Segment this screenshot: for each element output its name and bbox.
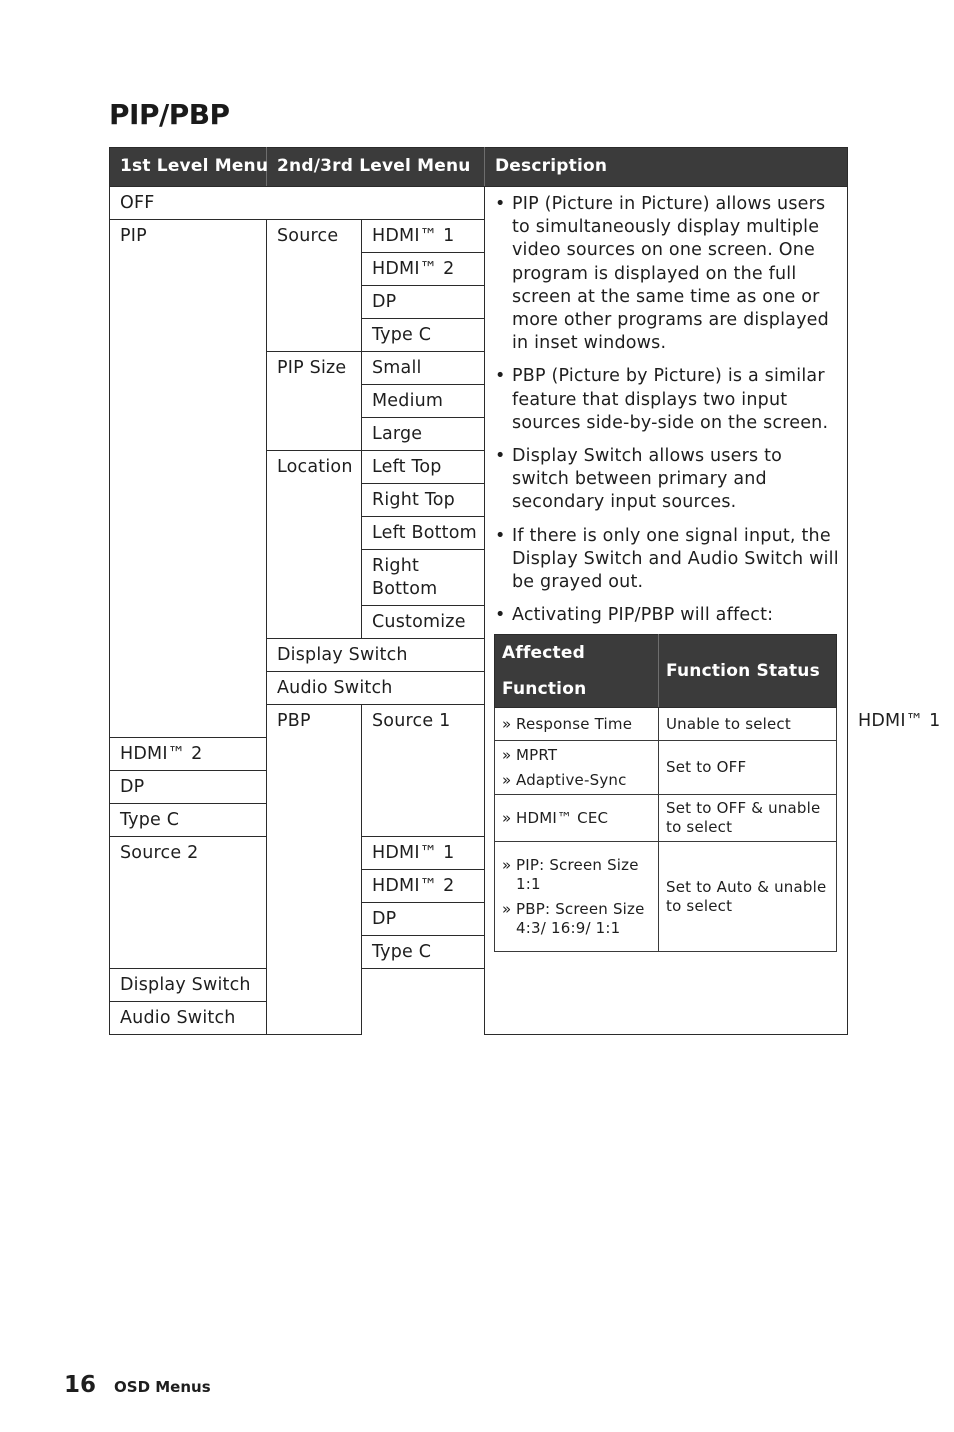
affected-function-item: » PBP: Screen Size 4:3/ 16:9/ 1:1 [502, 900, 651, 938]
option-small: Small [362, 352, 485, 385]
header-1st-level: 1st Level Menu [110, 148, 267, 187]
page-title: PIP/PBP [109, 98, 230, 131]
option-large: Large [362, 418, 485, 451]
submenu-pip-size: PIP Size [267, 352, 362, 451]
menu-item-off: OFF [110, 187, 485, 220]
option-hdmi-1: HDMI™ 1 [362, 837, 485, 870]
table-row [495, 795, 837, 842]
header-description: Description [485, 148, 848, 187]
page-footer [64, 1372, 211, 1398]
menu-item-pip: PIP [110, 220, 267, 738]
affected-function-cell [495, 741, 659, 795]
bullet-item: • If there is only one signal input, the Display Switch and Audio Switch will be grayed out. [493, 525, 839, 595]
submenu-pip-display-switch: Display Switch [267, 639, 485, 672]
affected-function-item: » HDMI™ CEC [502, 809, 651, 828]
option-type-c: Type C [110, 804, 267, 837]
option-left-bottom: Left Bottom [362, 517, 485, 550]
submenu-pip-audio-switch: Audio Switch [267, 672, 485, 705]
option-type-c: Type C [362, 936, 485, 969]
submenu-pbp-source-2: Source 2 [110, 837, 267, 969]
option-medium: Medium [362, 385, 485, 418]
option-dp: DP [110, 771, 267, 804]
affected-function-item: » PIP: Screen Size 1:1 [502, 856, 651, 894]
affected-function-item: » MPRT [502, 746, 651, 765]
option-dp: DP [362, 286, 485, 319]
table-row [495, 708, 837, 741]
option-dp: DP [362, 903, 485, 936]
bullet-item: • PIP (Picture in Picture) allows users to simultaneously display multiple video sources on one screen. One program is displayed on the full screen at the same time as one or more other programs are displayed in inset windows. [493, 193, 839, 355]
option-right-top: Right Top [362, 484, 485, 517]
option-type-c: Type C [362, 319, 485, 352]
description-bullets [493, 193, 839, 627]
affected-function-cell [495, 842, 659, 952]
affected-header-row [495, 635, 837, 708]
function-status-cell: Unable to select [659, 708, 837, 741]
option-left-top: Left Top [362, 451, 485, 484]
function-status-cell: Set to OFF & unable to select [659, 795, 837, 842]
bullet-item: • Display Switch allows users to switch between primary and secondary input sources. [493, 445, 839, 515]
section-name: OSD Menus [114, 1378, 211, 1396]
option-hdmi-2: HDMI™ 2 [110, 738, 267, 771]
option-right-bottom: Right Bottom [362, 550, 485, 606]
affected-function-cell [495, 708, 659, 741]
table-header-row [110, 148, 848, 187]
submenu-pip-source: Source [267, 220, 362, 352]
option-hdmi-2: HDMI™ 2 [362, 870, 485, 903]
table-row [495, 741, 837, 795]
submenu-pbp-source-1: Source 1 [362, 705, 485, 837]
function-status-cell: Set to Auto & unable to select [659, 842, 837, 952]
affected-function-item: » Adaptive-Sync [502, 771, 651, 790]
page-number: 16 [64, 1372, 97, 1398]
table-row: PBP Source 1 HDMI™ 1 [110, 705, 848, 738]
affected-function-item: » Response Time [502, 715, 651, 734]
description-cell [485, 187, 848, 1035]
function-status-cell: Set to OFF [659, 741, 837, 795]
table-row [495, 842, 837, 952]
pip-pbp-menu-table [109, 147, 941, 1035]
affected-function-header: Affected Function [495, 635, 659, 708]
affected-function-cell [495, 795, 659, 842]
option-customize: Customize [362, 606, 485, 639]
submenu-pbp-audio-switch: Audio Switch [110, 1002, 362, 1035]
header-2nd-3rd-level: 2nd/3rd Level Menu [267, 148, 485, 187]
bullet-item: • Activating PIP/PBP will affect: [493, 604, 839, 627]
option-hdmi-2: HDMI™ 2 [362, 253, 485, 286]
option-hdmi-1: HDMI™ 1 [362, 220, 485, 253]
table-row [110, 187, 848, 220]
submenu-pbp-display-switch: Display Switch [110, 969, 362, 1002]
function-status-header: Function Status [659, 635, 837, 708]
affected-function-table [494, 634, 837, 952]
menu-item-pbp: PBP [267, 705, 362, 1035]
bullet-item: • PBP (Picture by Picture) is a similar feature that displays two input sources side-by-side on the screen. [493, 365, 839, 435]
submenu-location: Location [267, 451, 362, 639]
